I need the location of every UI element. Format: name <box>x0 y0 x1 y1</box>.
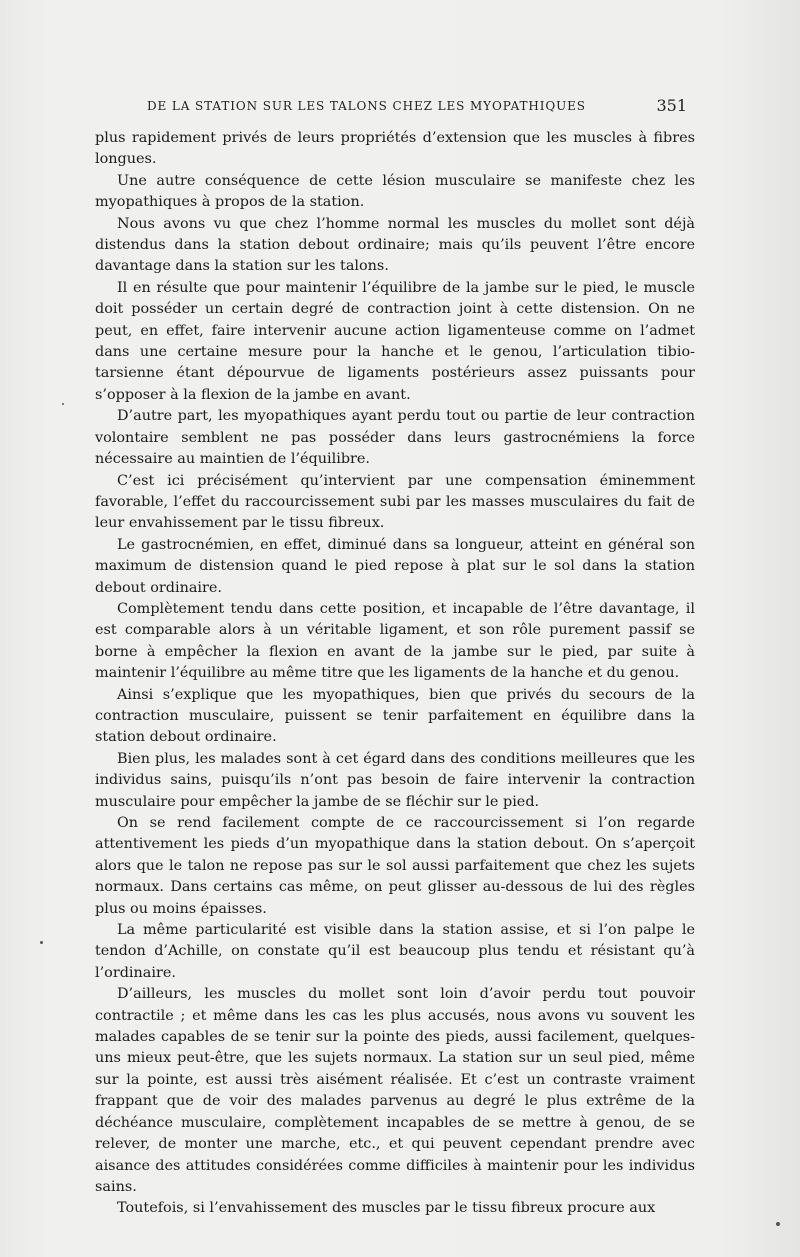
paragraph: Complètement tendu dans cette position, et incapable de l’être davantage, il est comparable alors à un véritable ligament, et son rôle purement passif se borne à empêcher la flexion en avant de la jambe sur le pied, par suite à maintenir l’équilibre au même titre que les ligaments de la hanche et du genou. <box>95 600 695 682</box>
paragraph: Ainsi s’explique que les myopathiques, bien que privés du secours de la contraction musculaire, puissent se tenir parfaitement en équilibre dans la station debout ordinaire. <box>95 686 695 746</box>
paragraph-final: Toutefois, si l’envahissement des muscles par le tissu fibreux procure aux <box>117 1200 656 1217</box>
scan-speck <box>40 941 43 944</box>
paragraph: D’ailleurs, les muscles du mollet sont loin d’avoir perdu tout pouvoir contractile ; et même dans les cas les plus accusés, nous avons vu souvent les malades capables de se tenir sur la pointe des pieds, aussi facilement, quelques-uns mieux peut-être, que les sujets normaux. La station sur un seul pied, même sur la pointe, est aussi très aisément réalisée. Et c’est un contraste vraiment frappant que de voir des malades parvenus au degré le plus extrême de la déchéance musculaire, complètement incapables de se mettre à genou, de se relever, de monter une marche, etc., et qui peuvent cependant prendre avec aisance des attitudes considérées comme difficiles à maintenir pour les individus sains. <box>95 986 695 1195</box>
paragraph: Le gastrocnémien, en effet, diminué dans sa longueur, atteint en général son maximum de distension quand le pied repose à plat sur le sol dans la station debout ordinaire. <box>95 536 695 596</box>
body-text <box>95 128 695 1220</box>
paragraph: On se rend facilement compte de ce raccourcissement si l’on regarde attentivement les pieds d’un myopathique dans la station debout. On s’aperçoit alors que le talon ne repose pas sur le sol aussi parfaitement que chez les sujets normaux. Dans certains cas même, on peut glisser au-dessous de lui des règles plus ou moins épaisses. <box>95 815 695 917</box>
running-title: DE LA STATION SUR LES TALONS CHEZ LES MYOPATHIQUES <box>147 99 586 113</box>
paragraph: C’est ici précisément qu’intervient par une compensation éminemment favorable, l’effet du raccourcissement subi par les masses musculaires du fait de leur envahissement par le tissu fibreux. <box>95 472 695 532</box>
paragraph: Une autre conséquence de cette lésion musculaire se manifeste chez les myopathiques à propos de la station. <box>95 172 695 211</box>
paragraph-continuation: plus rapidement privés de leurs propriétés d’extension que les muscles à fibres longues. <box>95 130 695 168</box>
page-number: 351 <box>656 96 687 115</box>
paragraph: D’autre part, les myopathiques ayant perdu tout ou partie de leur contraction volontaire semblent ne pas posséder dans leurs gastrocnémiens la force nécessaire au maintien de l’équilibre. <box>95 408 695 468</box>
paragraph: Nous avons vu que chez l’homme normal les muscles du mollet sont déjà distendus dans la station debout ordinaire; mais qu’ils peuvent l’être encore davantage dans la station sur les talons. <box>95 215 695 275</box>
paragraph: Il en résulte que pour maintenir l’équilibre de la jambe sur le pied, le muscle doit posséder un certain degré de contraction joint à cette distension. On ne peut, en effet, faire intervenir aucune action ligamenteuse comme on l’admet dans une certaine mesure pour la hanche et le genou, l’articulation tibio-tarsienne étant dépourvue de ligaments postérieurs assez puissants pour s’opposer à la flexion de la jambe en avant. <box>95 279 695 403</box>
scan-speck <box>776 1222 780 1226</box>
paragraph: Bien plus, les malades sont à cet égard dans des conditions meilleures que les individus sains, puisqu’ils n’ont pas besoin de faire intervenir la contraction musculaire pour empêcher la jambe de se fléchir sur le pied. <box>95 750 695 810</box>
scan-speck <box>62 403 64 405</box>
paragraph: La même particularité est visible dans la station assise, et si l’on palpe le tendon d’Achille, on constate qu’il est beaucoup plus tendu et résistant qu’à l’ordinaire. <box>95 922 695 981</box>
running-header <box>147 96 687 120</box>
